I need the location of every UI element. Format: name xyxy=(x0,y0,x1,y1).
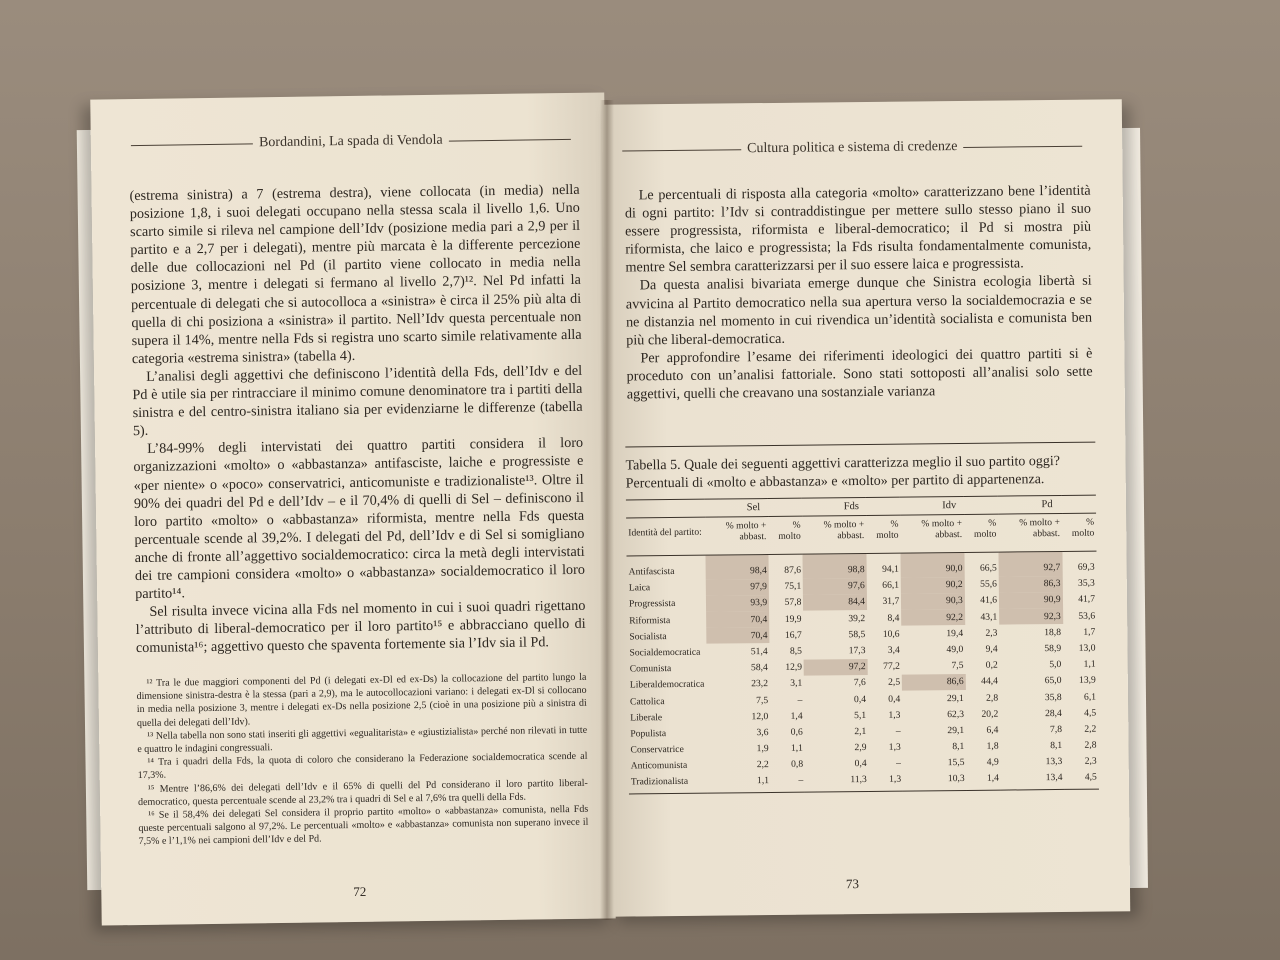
table-cell: 57,8 xyxy=(784,597,802,609)
table-cell: 43,1 xyxy=(980,611,998,623)
row-header-label: Identità del partito: xyxy=(626,517,705,556)
left-page xyxy=(90,92,615,925)
table-cell: 94,1 xyxy=(882,563,899,575)
table-cell: 6,4 xyxy=(986,724,999,736)
table-cell: 90,2 xyxy=(901,577,965,594)
table-cell: 97,6 xyxy=(803,578,867,595)
table-cell: 90,0 xyxy=(901,552,965,577)
table-cell: 1,9 xyxy=(756,743,769,755)
row-label: Laica xyxy=(628,582,651,594)
table-cell: 97,2 xyxy=(804,659,868,676)
table-cell: 2,2 xyxy=(756,759,769,771)
table-cell: 58,9 xyxy=(1044,642,1062,655)
table-cell: 41,7 xyxy=(1078,593,1096,606)
table-cell: 66,1 xyxy=(882,579,900,592)
row-label: Conservatrice xyxy=(630,743,684,756)
page-number: 72 xyxy=(353,883,367,900)
table-cell: 13,9 xyxy=(1078,674,1096,687)
table-cell: 53,6 xyxy=(1078,610,1096,622)
table-cell: 1,8 xyxy=(986,740,999,752)
footnote: ¹⁶ Se il 58,4% dei delegati Sel considera il proprio partito «molto» o «abbastanza» comunista, nella Fds queste percentuali salgono al 97,2%. Le percentuali «molto» e «abbastanza» comunista non superano invece il 7,5% e l’1,1% nei campioni dell’Idv e del Pd. xyxy=(138,803,589,848)
table-cell: 92,2 xyxy=(901,609,965,626)
table-cell: 7,5 xyxy=(951,660,964,672)
footnote: ¹³ Nella tabella non sono stati inseriti gli aggettivi «egualitarista» e «giustizialista» perché non rilevati in tutte e quattro le indagini congressuali. xyxy=(137,724,588,756)
table-cell: 1,1 xyxy=(707,773,771,794)
party-header: Idv xyxy=(900,496,998,515)
book-gutter xyxy=(600,100,614,920)
table-cell: 86,6 xyxy=(902,674,966,691)
footnote: ¹² Tra le due maggiori componenti del Pd (i delegati ex-Dl ed ex-Ds) la collocazione del partito lungo la dimensione sinistra-destra è la stessa (pari a 2,9), ma le autocollocazioni variano: i delegati ex-Dl si collocano in media nella posizione 3, mentre i delegati ex-Ds nella posizione 2,5 (cioè in una posizione più a sinistra di quella dei delegati dell’Idv). xyxy=(136,671,587,729)
row-label: Socialista xyxy=(629,630,667,643)
table-cell: 0,4 xyxy=(854,758,867,770)
row-label: Liberale xyxy=(630,711,663,724)
paragraph: Le percentuali di risposta alla categoria «molto» caratterizzano bene l’identità di ogni partito: l’Idv si contraddistingue per mettere sullo stesso piano il suo essere progressista, riformista e liberal-democratico; il Pd si mostra più riformista, che laico e progressista; la Fds risulta fondamentalmente comunista, mentre Sel sembra caratterizzarsi per il suo essere laica e progressista. xyxy=(624,182,1092,276)
table-cell: 1,3 xyxy=(888,741,901,753)
table-cell: 2,3 xyxy=(1084,755,1097,767)
col-molto-abbast: % molto + abbast. xyxy=(705,517,769,556)
table-cell: 2,8 xyxy=(1084,739,1097,751)
table-cell: 97,9 xyxy=(705,579,769,596)
table-top-rule xyxy=(625,442,1095,448)
table-cell: 39,2 xyxy=(848,612,866,624)
table-cell: 2,2 xyxy=(1084,723,1097,735)
table-cell: 19,9 xyxy=(784,613,802,625)
table-cell: 70,4 xyxy=(706,611,770,628)
table-cell: 92,7 xyxy=(999,551,1063,576)
table-cell: 51,4 xyxy=(750,645,768,658)
table-cell: 16,7 xyxy=(784,629,802,641)
table-cell: 1,1 xyxy=(790,742,803,754)
table-cell: 7,5 xyxy=(756,694,769,706)
table-cell: 3,1 xyxy=(790,677,803,690)
table-cell: 29,1 xyxy=(947,724,965,737)
data-table xyxy=(626,495,1099,795)
table-cell: 0,8 xyxy=(791,758,804,771)
col-molto: % molto xyxy=(1062,513,1097,551)
empty-header-cell xyxy=(626,499,705,518)
table-cell: 0,4 xyxy=(888,693,901,705)
row-label: Comunista xyxy=(629,663,672,675)
table-cell: 84,4 xyxy=(803,594,867,611)
running-head-rule xyxy=(622,149,741,151)
table-cell: 4,5 xyxy=(1064,769,1099,789)
party-header: Sel xyxy=(704,498,802,517)
running-head-rule xyxy=(963,145,1082,147)
table-cell: 0,6 xyxy=(790,726,803,738)
table-cell: 58,4 xyxy=(750,662,768,674)
table-cell: 93,9 xyxy=(705,595,769,612)
table-cell: 5,1 xyxy=(854,709,867,721)
table-cell: 41,6 xyxy=(980,595,998,607)
table-cell: 92,3 xyxy=(999,608,1063,625)
table-cell: 15,5 xyxy=(947,757,965,769)
table-cell: 5,0 xyxy=(1049,659,1062,671)
left-running-head-text: Bordandini, La spada di Vendola xyxy=(258,132,443,151)
table-cell: 8,5 xyxy=(789,645,802,657)
table-cell: 13,4 xyxy=(1001,770,1065,791)
table-cell: 13,3 xyxy=(1045,756,1063,768)
table-cell: 98,4 xyxy=(705,555,769,580)
col-molto-abbast: % molto + abbast. xyxy=(998,513,1062,552)
table-cell: 2,1 xyxy=(854,725,867,738)
table-cell: 8,4 xyxy=(887,612,900,624)
left-body-text xyxy=(129,181,586,658)
table-cell: 4,5 xyxy=(1084,707,1097,719)
table-cell: – xyxy=(896,757,901,769)
table-cell: 17,3 xyxy=(848,644,866,657)
running-head-rule xyxy=(131,143,253,146)
table-cell: 10,3 xyxy=(903,771,967,792)
table-cell: 4,9 xyxy=(986,756,999,768)
table-cell: 28,4 xyxy=(1044,707,1062,719)
table-cell: 75,1 xyxy=(784,580,802,593)
right-page xyxy=(602,99,1130,916)
table-cell: 6,1 xyxy=(1083,691,1097,703)
table-cell: 18,8 xyxy=(1044,626,1062,638)
table-cell: 1,4 xyxy=(967,770,1001,790)
table-cell: 3,4 xyxy=(887,644,900,656)
running-head-rule xyxy=(449,138,571,141)
table-cell: 2,3 xyxy=(985,627,998,639)
table-cell: 10,6 xyxy=(882,628,900,640)
table-cell: 3,6 xyxy=(756,726,769,739)
table-cell: 1,7 xyxy=(1083,626,1096,638)
paragraph: Sel risulta invece vicina alla Fds nel momento in cui i suoi quadri rigettano l’attributo di liberal-democratico per il loro partito¹⁵ e abbracciano quello di comunista¹⁶; aggettivo questo che spaventa fortemente sia l’Idv sia il Pd. xyxy=(135,597,586,657)
table-cell: 65,0 xyxy=(1044,675,1062,687)
table-cell: 35,8 xyxy=(1044,691,1062,703)
table-cell: 35,3 xyxy=(1077,577,1095,589)
footnote: ¹⁵ Mentre l’86,6% dei delegati dell’Idv e il 65% di quelli del Pd considerano il loro partito liberal-democratico, questa percentuale scende al 23,2% tra i quadri di Sel e al 7,6% tra quelli della Fds. xyxy=(137,777,588,808)
row-label: Tradizionalista xyxy=(629,774,708,795)
table-caption: Tabella 5. Quale dei seguenti aggettivi caratterizza meglio il suo partito oggi? Percentuali di «molto e abbastanza» e «molto» per partito di appartenenza. xyxy=(625,453,1061,492)
table-cell: 20,2 xyxy=(981,708,999,720)
table-cell: 87,6 xyxy=(784,564,802,576)
right-body-text xyxy=(625,182,1093,404)
page-number: 73 xyxy=(845,876,860,892)
table-cell: 77,2 xyxy=(883,660,900,672)
table-cell: 11,3 xyxy=(805,772,869,793)
row-label: Riformista xyxy=(629,614,671,627)
table-cell: 31,7 xyxy=(882,596,900,608)
table-cell: 62,3 xyxy=(947,708,965,720)
party-header: Fds xyxy=(802,497,900,516)
table-cell: 29,1 xyxy=(946,692,964,704)
footnote: ¹⁴ Tra i quadri della Fds, la quota di coloro che considerano la Federazione socialdemocratica scende al 17,3%. xyxy=(137,750,588,782)
table-cell: 66,5 xyxy=(979,562,997,574)
table-cell: 0,2 xyxy=(985,659,998,671)
col-molto: % molto xyxy=(964,514,999,552)
table-cell: 19,4 xyxy=(946,627,964,639)
left-running-head xyxy=(131,131,571,153)
table-cell: – xyxy=(895,725,901,737)
row-label: Antifascista xyxy=(628,566,675,578)
table-cell: – xyxy=(797,694,803,706)
footnotes xyxy=(136,671,588,849)
table-cell: 49,0 xyxy=(946,643,964,656)
table-cell: 8,1 xyxy=(952,741,965,753)
table-cell: 0,4 xyxy=(853,693,867,705)
col-molto: % molto xyxy=(768,516,803,554)
table-cell: 69,3 xyxy=(1077,561,1095,573)
table-cell: 90,9 xyxy=(999,592,1063,609)
table-cell: – xyxy=(771,772,805,792)
table-cell: 90,3 xyxy=(901,593,965,610)
row-label: Socialdemocratica xyxy=(629,646,701,659)
table-body xyxy=(626,551,1098,794)
right-running-head xyxy=(622,138,1082,159)
paragraph: L’analisi degli aggettivi che definiscono l’identità della Fds, dell’Idv e del Pd è utile sia per rintracciare il minimo comune denominatore tra i partiti della sinistra e del centro-sinistra italiano sia per evidenziarne le differenze (tabella 5). xyxy=(132,362,583,440)
table-cell: 12,9 xyxy=(785,661,803,673)
col-molto-abbast: % molto + abbast. xyxy=(803,515,867,554)
paragraph: L’84-99% degli intervistati dei quattro partiti considera il loro organizzazioni «molto» o «abbastanza» antifasciste, laiche e progressiste e «per niente» o «poco» conservatrici, anticomuniste e tradizionaliste¹³. Oltre il 90% dei quadri del Pd e dell’Idv – e il 70,4% di quelli di Sel – definiscono il loro partito «molto» o «abbastanza» riformista, mentre nella Fds questa percentuale scende al 39,2%. I delegati del Pd, dell’Idv e di Sel si somigliano anche di fronte all’aggettivo socialdemocratico: circa la metà degli intervistati dei tre campioni considera «molto» o «abbastanza» socialdemocratico il loro partito¹⁴. xyxy=(133,435,585,603)
table-cell: 2,5 xyxy=(888,676,901,689)
paragraph: Per approfondire l’esame dei riferimenti ideologici dei quattro partiti si è proceduto con un’analisi fattoriale. Sono stati sottoposti all’analisi solo sette aggettivi, quelli che creavano una sostanziale varianza xyxy=(626,345,1093,403)
table-cell: 7,6 xyxy=(853,677,866,689)
table-cell: 13,0 xyxy=(1078,642,1096,654)
row-label: Anticomunista xyxy=(630,760,688,772)
table-cell: 2,8 xyxy=(986,692,999,704)
row-label: Cattolica xyxy=(629,695,665,707)
table-cell: 55,6 xyxy=(980,578,997,590)
table-cell: 70,4 xyxy=(706,627,770,644)
col-molto: % molto xyxy=(866,515,901,553)
row-label: Progressista xyxy=(628,598,676,610)
row-label: Populista xyxy=(630,727,667,740)
table-cell: 1,3 xyxy=(888,709,901,721)
table-5 xyxy=(625,442,1099,795)
table-cell: 98,8 xyxy=(803,553,867,578)
party-header: Pd xyxy=(998,495,1096,514)
table-cell: 12,0 xyxy=(751,710,769,722)
table-cell: 1,1 xyxy=(1083,658,1096,670)
table-cell: 44,4 xyxy=(981,675,998,688)
table-cell: 58,5 xyxy=(848,628,866,640)
paragraph: (estrema sinistra) a 7 (estrema destra), viene collocata (in media) nella posizione 1,8, i suoi delegati occupano nella stessa scala il livello 1,6. Uno scarto simile si rileva nel campione dell’Idv (posizione media pari a 2,9 per il partito e a 2,7 per i delegati), mentre più marcata è la differente percezione delle due collocazioni nel Pd (il partito viene collocato in media nella posizione 3, mentre i delegati si fermano al livello 2,7)¹². Nel Pd infatti la percentuale di delegati che si autocolloca a «sinistra» è circa il 25% più alta di quella di chi posiziona a «sinistra» il partito. Nell’Idv questa percentuale non supera il 14%, mentre nella Fds si registra uno scarto simile relativamente alla categoria «estrema sinistra» (tabella 4). xyxy=(129,181,582,367)
table-cell: 86,3 xyxy=(999,576,1063,593)
sub-header-row xyxy=(626,513,1096,556)
table-cell: 9,4 xyxy=(985,643,998,655)
table-cell: 1,4 xyxy=(790,710,803,722)
table-cell: 2,9 xyxy=(854,742,867,754)
table-cell: 1,3 xyxy=(869,771,903,791)
table-cell: 8,1 xyxy=(1050,740,1063,752)
right-running-head-text: Cultura politica e sistema di credenze xyxy=(746,139,958,157)
row-label: Liberaldemocratica xyxy=(629,679,705,691)
col-molto-abbast: % molto + abbast. xyxy=(900,514,964,553)
table-cell: 23,2 xyxy=(751,678,769,690)
paragraph: Da questa analisi bivariata emerge dunque che Sinistra ecologia libertà si avvicina al Partito democratico nella sua apertura verso la socialdemocrazia e se ne distanzia nel momento in cui rivendica un’identità socialista e comunista ben più che liberal-democratica. xyxy=(625,273,1093,349)
table-cell: 7,8 xyxy=(1049,723,1063,735)
table-row xyxy=(629,769,1099,794)
